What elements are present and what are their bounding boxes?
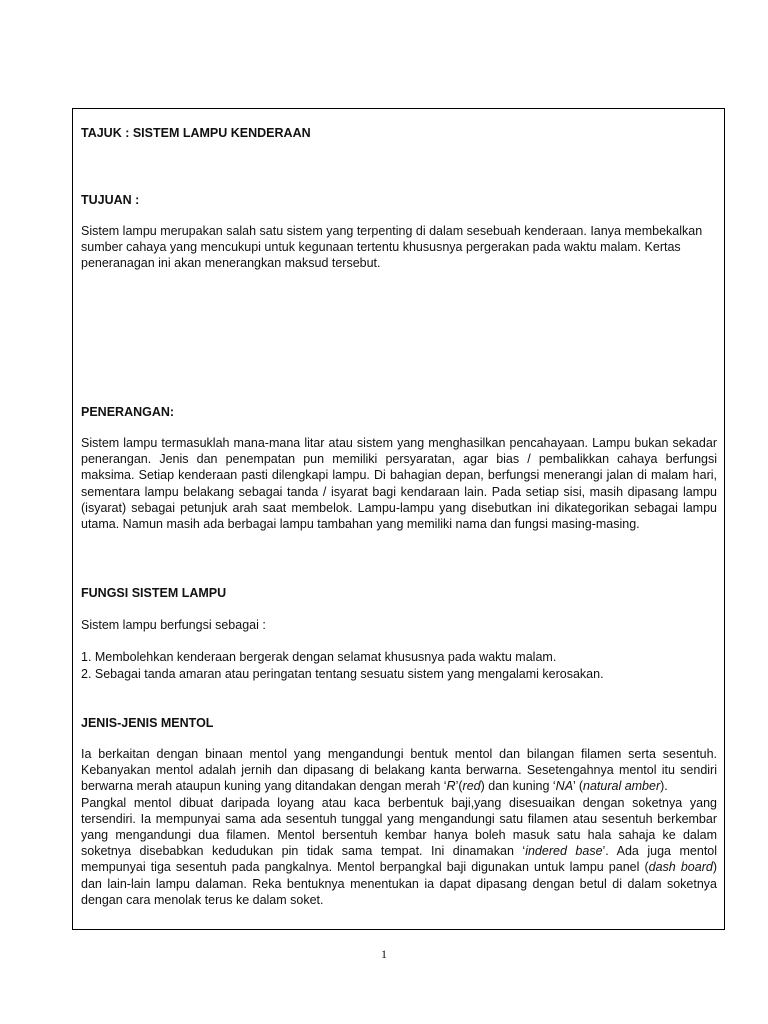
tujuan-heading: TUJUAN : xyxy=(81,193,140,207)
fungsi-list-item: 2. Sebagai tanda amaran atau peringatan tentang sesuatu sistem yang mengalami kerosakan. xyxy=(81,667,604,681)
jenis-paragraph-1: Ia berkaitan dengan binaan mentol yang mengandungi bentuk mentol dan bilangan filamen serta sesentuh. Kebanyakan mentol adalah jernih dan dipasang di belakang kanta berwarna. Sesetengahnya mentol itu sendiri berwarna merah ataupun kuning yang ditandakan dengan merah ‘R’(red) dan kuning ‘NA’ (natural amber). xyxy=(81,747,717,794)
fungsi-list-item: 1. Membolehkan kenderaan bergerak dengan selamat khususnya pada waktu malam. xyxy=(81,650,557,664)
page-number: 1 xyxy=(381,947,387,961)
fungsi-intro: Sistem lampu berfungsi sebagai : xyxy=(81,618,266,632)
fungsi-heading: FUNGSI SISTEM LAMPU xyxy=(81,586,227,600)
jenis-paragraph-2: Pangkal mentol dibuat daripada loyang atau kaca berbentuk baji,yang disesuaikan dengan soketnya yang tersendiri. Ia mempunyai sama ada sesentuh tunggal yang mengandungi satu filamen atau sesentuh berkembar yang mengandungi dua filamen. Mentol bersentuh kembar hanya boleh masuk satu hala sahaja ke dalam soketnya disebabkan kedudukan pin tidak sama tempat. Ini dinamakan ‘indered base’. Ada juga mentol mempunyai tiga sesentuh pada pangkalnya. Mentol berpangkal baji digunakan untuk lampu panel (dash board) dan lain-lain lampu dalaman. Reka bentuknya menentukan ia dapat dipasang dengan betul di dalam soketnya dengan cara menolak terus ke dalam soket. xyxy=(81,795,718,907)
jenis-heading: JENIS-JENIS MENTOL xyxy=(81,716,214,730)
penerangan-paragraph: Sistem lampu termasuklah mana-mana litar atau sistem yang menghasilkan pencahayaan. Lampu bukan sekadar penerangan. Jenis dan penempatan pun memiliki persyaratan, agar bias / pembalikkan cahaya berfungsi maksima. Setiap kenderaan pasti dilengkapi lampu. Di bahagian depan, berfungsi menerangi jalan di malam hari, sementara lampu belakang sebagai tanda / isyarat bagi kendaraan lain. Pada setiap sisi, masih dipasang lampu (isyarat) sebagai petunjuk arah saat membelok. Lampu-lampu yang disebutkan ini dikategorikan sebagai lampu utama. Namun masih ada berbagai lampu tambahan yang memiliki nama dan fungsi masing-masing. xyxy=(81,436,717,532)
penerangan-heading: PENERANGAN: xyxy=(81,405,175,419)
tujuan-paragraph: Sistem lampu merupakan salah satu sistem yang terpenting di dalam sesebuah kenderaan. Ianya membekalkan sumber cahaya yang mencukupi untuk kegunaan tertentu khususnya pergerakan pada waktu malam. Kertas peneranagan ini akan menerangkan maksud tersebut. xyxy=(81,224,703,271)
jenis-body xyxy=(81,746,717,908)
document-title: TAJUK : SISTEM LAMPU KENDERAAN xyxy=(81,126,311,140)
document-frame xyxy=(72,108,725,930)
